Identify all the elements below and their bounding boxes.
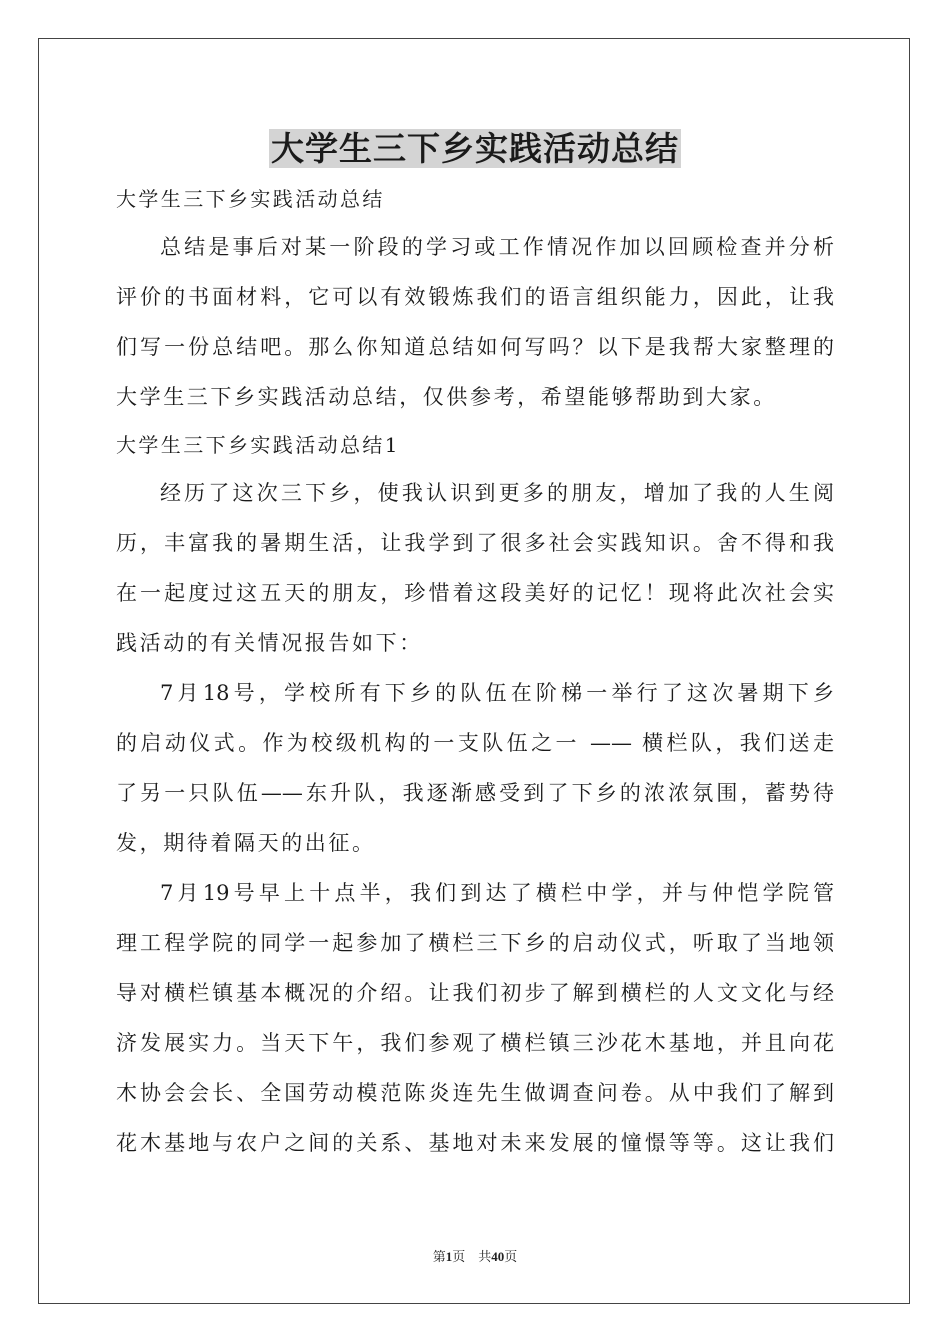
- paragraph-3: [116, 868, 834, 1168]
- document-title: [0, 126, 950, 172]
- footer-mid: 页 共: [452, 1249, 492, 1264]
- footer-suffix: 页: [504, 1249, 518, 1264]
- paragraph-line: 导对横栏镇基本概况的介绍。让我们初步了解到横栏的人文文化与经: [116, 981, 834, 1005]
- intro-paragraph: [116, 222, 834, 422]
- section-heading: 大学生三下乡实践活动总结1: [116, 433, 400, 457]
- paragraph-1: [116, 468, 834, 668]
- paragraph-line: 了另一只队伍——东升队，我逐渐感受到了下乡的浓浓氛围，蓄势待: [116, 781, 834, 805]
- paragraph-line: 木协会会长、全国劳动模范陈炎连先生做调查问卷。从中我们了解到: [116, 1081, 834, 1105]
- paragraph-line: 的启动仪式。作为校级机构的一支队伍之一 —— 横栏队，我们送走: [116, 731, 834, 755]
- document-body: [116, 176, 834, 1168]
- document-subtitle: 大学生三下乡实践活动总结: [116, 187, 385, 211]
- paragraph-line: 在一起度过这五天的朋友，珍惜着这段美好的记忆！现将此次社会实: [116, 581, 834, 605]
- paragraph-line: 践活动的有关情况报告如下：: [116, 631, 423, 655]
- intro-line: 评价的书面材料，它可以有效锻炼我们的语言组织能力，因此，让我: [116, 285, 834, 309]
- paragraph-line: 7月18号，学校所有下乡的队伍在阶梯一举行了这次暑期下乡: [160, 681, 834, 705]
- paragraph-line: 经历了这次三下乡，使我认识到更多的朋友，增加了我的人生阅: [160, 481, 834, 505]
- paragraph-line: 花木基地与农户之间的关系、基地对未来发展的憧憬等等。这让我们: [116, 1131, 834, 1155]
- paragraph-line: 理工程学院的同学一起参加了横栏三下乡的启动仪式，听取了当地领: [116, 931, 834, 955]
- paragraph-line: 历，丰富我的暑期生活，让我学到了很多社会实践知识。舍不得和我: [116, 531, 834, 555]
- footer-prefix: 第: [432, 1249, 446, 1264]
- paragraph-line: 济发展实力。当天下午，我们参观了横栏镇三沙花木基地，并且向花: [116, 1031, 834, 1055]
- intro-line: 总结是事后对某一阶段的学习或工作情况作加以回顾检查并分析: [160, 235, 834, 259]
- footer-page-total: 40: [491, 1249, 505, 1264]
- paragraph-2: [116, 668, 834, 868]
- footer-page-current: 1: [445, 1249, 453, 1264]
- document-title-text: 大学生三下乡实践活动总结: [271, 129, 679, 168]
- intro-line: 们写一份总结吧。那么你知道总结如何写吗？以下是我帮大家整理的: [116, 335, 834, 359]
- page-footer: [0, 1246, 950, 1265]
- paragraph-line: 7月19号早上十点半，我们到达了横栏中学，并与仲恺学院管: [160, 881, 834, 905]
- intro-line: 大学生三下乡实践活动总结，仅供参考，希望能够帮助到大家。: [116, 385, 777, 409]
- paragraph-line: 发，期待着隔天的出征。: [116, 831, 376, 855]
